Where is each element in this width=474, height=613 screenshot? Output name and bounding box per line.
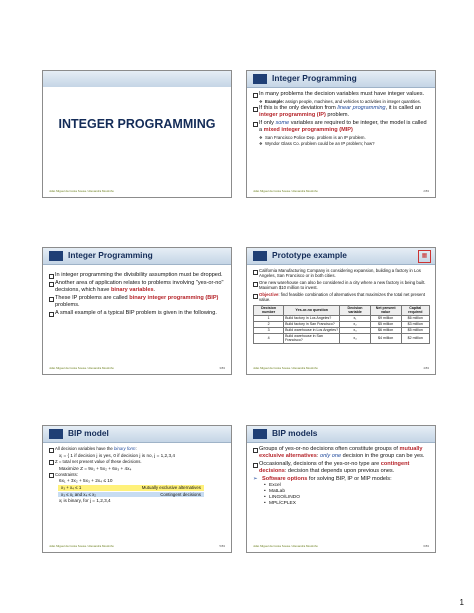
slide-number: 5/83 <box>219 544 225 548</box>
slide-header-band <box>43 71 231 87</box>
decision-table <box>253 305 430 344</box>
tool-item: • LINGO/LINDO <box>253 495 430 501</box>
table-cell: $2 million <box>401 333 429 343</box>
bullet: Groups of yes-or-no decisions often constitute groups of mutually exclusive alternatives: only one decision in the group can be yes. <box>253 446 430 459</box>
slide-title: BIP model <box>68 428 109 438</box>
table-cell: x₂ <box>340 321 371 327</box>
table-cell: $6 million <box>401 315 429 321</box>
slide-number: 4/83 <box>423 366 429 370</box>
table-cell: x₃ <box>340 327 371 333</box>
title-bar-logo-block <box>49 251 63 261</box>
slide-footer: João Miguel da Costa Sousa / Alexandra Moutinho <box>253 366 318 370</box>
bullet: Occasionally, decisions of the yes-or-no type are contingent decisions: decision that depends upon previous ones. <box>253 461 430 474</box>
title-bar-logo-block <box>253 74 267 84</box>
constraint-mutually-exclusive: x₃ + x₄ ≤ 1 Mutually exclusive alternatives <box>58 485 204 491</box>
bullet: In many problems the decision variables must have integer values. <box>253 91 430 98</box>
slide-title: Integer Programming <box>68 250 153 260</box>
table-header-cell: Net present value <box>370 305 401 315</box>
table-cell: x₄ <box>340 333 371 343</box>
bullet: If this is the only deviation from linear programming, it is called an integer programming (IP) problem. <box>253 105 430 118</box>
table-cell: 2 <box>254 321 284 327</box>
slide-title-bar <box>247 248 435 265</box>
slide-title-bar <box>247 71 435 88</box>
slide-footer: João Miguel da Costa Sousa / Alexandra Moutinho <box>253 189 318 193</box>
slide-title: Prototype example <box>272 250 347 260</box>
slide-title-bar <box>43 248 231 265</box>
slide-thumbnail-3 <box>42 247 232 375</box>
slide-number: 3/83 <box>219 366 225 370</box>
table-header-cell: Decision number <box>254 305 284 315</box>
bullet: A small example of a typical BIP problem is given in the following. <box>49 310 226 317</box>
bullet: California Manufacturing Company is considering expansion, building a factory in Los Angeles, San Francisco or in both cities. <box>253 268 430 279</box>
constraint-capital: 6x₁ + 3x₂ + 5x₃ + 2x₄ ≤ 10 <box>59 478 113 484</box>
graph-icon: ▦ <box>418 250 431 263</box>
bullet: Another area of application relates to problems involving "yes-or-no" decisions, which have binary variables. <box>49 280 226 293</box>
table-cell: 3 <box>254 327 284 333</box>
table-cell: $9 million <box>370 315 401 321</box>
slide-thumbnail-5 <box>42 425 232 553</box>
arrow-bullet: ➢ Software options for solving BIP, IP or MIP models: <box>253 476 430 483</box>
bullet: Objective: find feasible combination of alternatives that maximizes the total net present value. <box>253 292 430 303</box>
sub-bullet: ❖ San Francisco Police Dep. problem is an IP problem. <box>253 135 430 140</box>
table-cell: $4 million <box>370 333 401 343</box>
slide-title-bar <box>247 426 435 443</box>
slide-footer: João Miguel da Costa Sousa / Alexandra Moutinho <box>49 544 114 548</box>
slide-thumbnail-1 <box>42 70 232 198</box>
slide-footer: João Miguel da Costa Sousa / Alexandra Moutinho <box>49 189 114 193</box>
slide-title: Integer Programming <box>272 73 357 83</box>
slide-thumbnail-2 <box>246 70 436 198</box>
table-header-cell: Yes-or-no question <box>284 305 340 315</box>
page-number: 1 <box>459 598 464 607</box>
sub-bullet: ❖ Example: assign people, machines, and vehicles to activities in integer quantities. <box>253 99 430 104</box>
table-cell: $6 million <box>370 327 401 333</box>
slide-footer: João Miguel da Costa Sousa / Alexandra Moutinho <box>49 366 114 370</box>
objective-function: Maximize Z = 9x₁ + 5x₂ + 6x₃ + 4x₄ <box>59 465 132 471</box>
bullet: These IP problems are called binary integer programming (BIP) problems. <box>49 295 226 308</box>
constraint-binary: xⱼ is binary, for j = 1,2,3,4 <box>59 497 111 503</box>
title-bar-logo-block <box>253 251 267 261</box>
binary-definition: xⱼ = { 1 if decision j is yes, 0 if decision j is no, j = 1,2,3,4 <box>59 452 175 458</box>
bullet: In integer programming the divisibility assumption must be dropped. <box>49 272 226 279</box>
slide-number: 6/83 <box>423 544 429 548</box>
tool-item: • MatLab <box>253 489 430 495</box>
table-row <box>254 333 430 343</box>
table-cell: Build warehouse in San Francisco? <box>284 333 340 343</box>
slide-title-bar <box>43 426 231 443</box>
title-bar-logo-block <box>253 429 267 439</box>
bullet: All decision variables have the binary form: <box>49 446 226 451</box>
table-cell: Build factory in Los Angeles? <box>284 315 340 321</box>
table-cell: 4 <box>254 333 284 343</box>
constraint-contingent: x₃ ≤ x₁ and x₄ ≤ x₂ Contingent decisions <box>58 492 204 498</box>
slide-footer: João Miguel da Costa Sousa / Alexandra Moutinho <box>253 544 318 548</box>
table-cell: $3 million <box>401 321 429 327</box>
bullet: One new warehouse can also be considered in a city where a new factory is being built. Maximum $10 million to invest. <box>253 280 430 291</box>
slide-thumbnail-6 <box>246 425 436 553</box>
slide-number: 2/83 <box>423 189 429 193</box>
table-cell: x₁ <box>340 315 371 321</box>
table-cell: $5 million <box>370 321 401 327</box>
table-cell: $5 million <box>401 327 429 333</box>
bullet: Z = total net present value of these decisions. <box>49 459 226 464</box>
table-header-cell: Capital required <box>401 305 429 315</box>
sub-bullet: ❖ Wyndor Glass Co. problem could be an IP problem; how? <box>253 141 430 146</box>
bullet: Constraints: <box>49 472 226 477</box>
table-cell: 1 <box>254 315 284 321</box>
slide-thumbnail-4 <box>246 247 436 375</box>
table-cell: Build warehouse in Los Angeles? <box>285 328 339 333</box>
table-cell: Build factory in San Francisco? <box>284 321 340 327</box>
title-bar-logo-block <box>49 429 63 439</box>
slide-title-main: INTEGER PROGRAMMING <box>58 117 216 131</box>
slide-title: BIP models <box>272 428 318 438</box>
tool-item: • MPL/CPLEX <box>253 501 430 507</box>
bullet: If only some variables are required to be integer, the model is called a mixed integer programming (MIP) <box>253 120 430 133</box>
tool-item: • Excel <box>253 483 430 489</box>
table-header-cell: Decision variable <box>340 305 371 315</box>
